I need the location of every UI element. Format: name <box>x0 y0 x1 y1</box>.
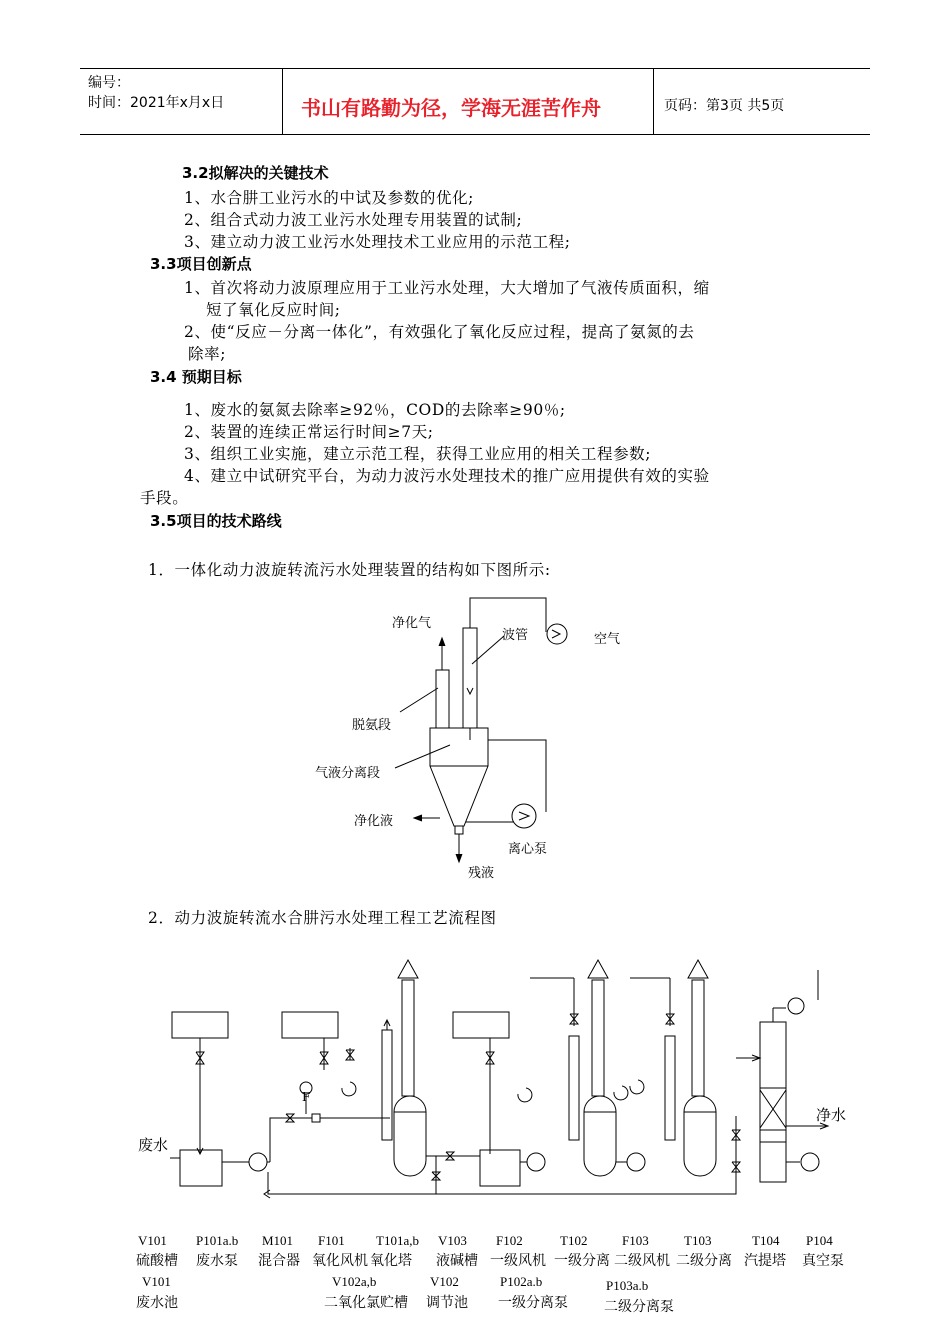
header-page-label: 页码：第3页 共5页 <box>664 98 785 114</box>
figure-1-caption: 1．一体化动力波旋转流污水处理装置的结构如下图所示: <box>148 561 551 579</box>
legend-name: 氧化风机 <box>312 1253 368 1269</box>
vent-icon <box>398 960 418 978</box>
legend-code: V101 <box>142 1274 171 1289</box>
label-f-mark: F <box>302 1090 311 1104</box>
legend-name: 废水池 <box>136 1295 178 1311</box>
header-motto: 书山有路勤为径，学海无涯苦作舟 <box>301 96 601 120</box>
label-air: 空气 <box>594 632 621 647</box>
air-blower-icon <box>547 624 567 644</box>
centrifugal-pump-icon <box>512 804 536 828</box>
pump-waste-water-icon <box>249 1153 267 1171</box>
legend-name: 二级分离泵 <box>604 1299 674 1315</box>
legend-name: 硫酸槽 <box>136 1253 178 1269</box>
legend-name: 调节池 <box>426 1295 468 1311</box>
legend-name: 混合器 <box>258 1253 300 1269</box>
vacuum-pump-icon <box>788 998 804 1014</box>
legend-code: V102a,b <box>332 1274 377 1289</box>
header-date-label: 时间：2021年x月x日 <box>88 95 225 111</box>
vent-icon <box>688 960 708 978</box>
tank-chlorine-dioxide <box>282 1012 338 1038</box>
legend-code: T104 <box>752 1233 780 1248</box>
vent-icon <box>588 960 608 978</box>
oxidation-tower-stack <box>402 980 414 1096</box>
label-clean-liquid: 净化液 <box>354 814 394 829</box>
legend-name: 真空泵 <box>802 1253 844 1269</box>
second-separation-tower <box>684 1096 716 1176</box>
legend-code: V103 <box>438 1233 467 1248</box>
legend-code: F103 <box>622 1233 649 1248</box>
pump-clean-water-icon <box>801 1153 819 1171</box>
deammonia-section <box>436 670 449 728</box>
section-3-2-title: 3.2拟解决的关键技术 <box>182 164 329 182</box>
legend-code: M101 <box>262 1233 294 1248</box>
legend-code: V102 <box>430 1274 459 1289</box>
legend-code: P103a.b <box>606 1278 649 1293</box>
legend-name: 一级分离 <box>554 1253 610 1269</box>
section-3-4-title: 3.4 预期目标 <box>150 368 242 386</box>
wave-tube <box>463 628 477 728</box>
legend-code: V101 <box>138 1233 167 1248</box>
section-3-2-item: 1、水合肼工业污水的中试及参数的优化; <box>184 189 474 207</box>
legend-code: F102 <box>496 1233 523 1248</box>
label-wave-tube: 波管 <box>502 628 529 643</box>
legend-name: 一级分离泵 <box>498 1295 568 1311</box>
section-3-5-title: 3.5项目的技术路线 <box>150 512 282 530</box>
legend-code: T101a,b <box>376 1233 419 1248</box>
label-deammonia: 脱氨段 <box>352 718 392 733</box>
oxidation-tower <box>394 1096 426 1176</box>
section-3-2-item: 2、组合式动力波工业污水处理专用装置的试制; <box>184 211 523 229</box>
legend-name: 氧化塔 <box>370 1253 412 1269</box>
oxidation-tower-small <box>382 1030 392 1140</box>
first-separation-stack <box>592 980 604 1096</box>
separator-vessel <box>430 728 488 766</box>
first-separation-tower <box>584 1096 616 1176</box>
stripping-tower <box>760 1022 786 1182</box>
legend-name: 汽提塔 <box>744 1253 786 1269</box>
legend-name: 二氧化氯贮槽 <box>324 1295 408 1311</box>
label-centrifugal-pump: 离心泵 <box>508 842 548 857</box>
legend-code: P104 <box>806 1233 833 1248</box>
legend-code: F101 <box>318 1233 345 1248</box>
pump-first-separation-icon <box>527 1153 545 1171</box>
separator-cone <box>430 766 488 826</box>
pump-second-separation-icon <box>627 1153 645 1171</box>
section-3-3-item: 2、使“反应－分离一体化”，有效强化了氧化反应过程，提高了氨氮的去 <box>184 323 695 341</box>
tank-caustic <box>453 1012 509 1038</box>
waste-pool <box>180 1150 222 1186</box>
section-3-3-title: 3.3项目创新点 <box>150 255 252 273</box>
second-separation-stack <box>692 980 704 1096</box>
section-3-4-item: 1、废水的氨氮去除率≥92％，COD的去除率≥90％; <box>184 401 566 419</box>
legend-name: 一级风机 <box>490 1253 546 1269</box>
label-residue: 残液 <box>468 866 495 881</box>
legend-code: P102a.b <box>500 1274 543 1289</box>
section-3-3-item: 除率; <box>188 345 227 363</box>
label-waste-water: 废水 <box>138 1136 169 1154</box>
legend-name: 废水泵 <box>196 1253 238 1269</box>
legend-code: P101a.b <box>196 1233 239 1248</box>
regulating-tank <box>480 1150 520 1186</box>
legend-name: 二级风机 <box>614 1253 670 1269</box>
section-3-4-item: 手段。 <box>140 489 189 507</box>
label-separation: 气液分离段 <box>315 766 381 781</box>
section-3-2-item: 3、建立动力波工业污水处理技术工业应用的示范工程; <box>184 233 571 251</box>
legend-name: 液碱槽 <box>436 1253 478 1269</box>
figure-2-process-flow-diagram <box>0 940 950 1230</box>
legend-name: 二级分离 <box>676 1253 732 1269</box>
label-clean-water: 净水 <box>816 1106 847 1124</box>
section-3-4-item: 2、装置的连续正常运行时间≥7天; <box>184 423 434 441</box>
legend-code: T102 <box>560 1233 588 1248</box>
section-3-3-item: 短了氧化反应时间; <box>206 301 341 319</box>
header-code-label: 编号： <box>88 75 130 91</box>
label-clean-gas: 净化气 <box>392 616 432 631</box>
legend-code: T103 <box>684 1233 712 1248</box>
section-3-3-item: 1、首次将动力波原理应用于工业污水处理，大大增加了气液传质面积，缩 <box>184 279 710 297</box>
section-3-4-item: 3、组织工业实施，建立示范工程，获得工业应用的相关工程参数; <box>184 445 652 463</box>
mixer <box>312 1114 320 1122</box>
figure-2-caption: 2．动力波旋转流水合肼污水处理工程工艺流程图 <box>148 909 497 927</box>
section-3-4-item: 4、建立中试研究平台，为动力波污水处理技术的推广应用提供有效的实验 <box>184 467 710 485</box>
tank-sulfuric-acid <box>172 1012 228 1038</box>
